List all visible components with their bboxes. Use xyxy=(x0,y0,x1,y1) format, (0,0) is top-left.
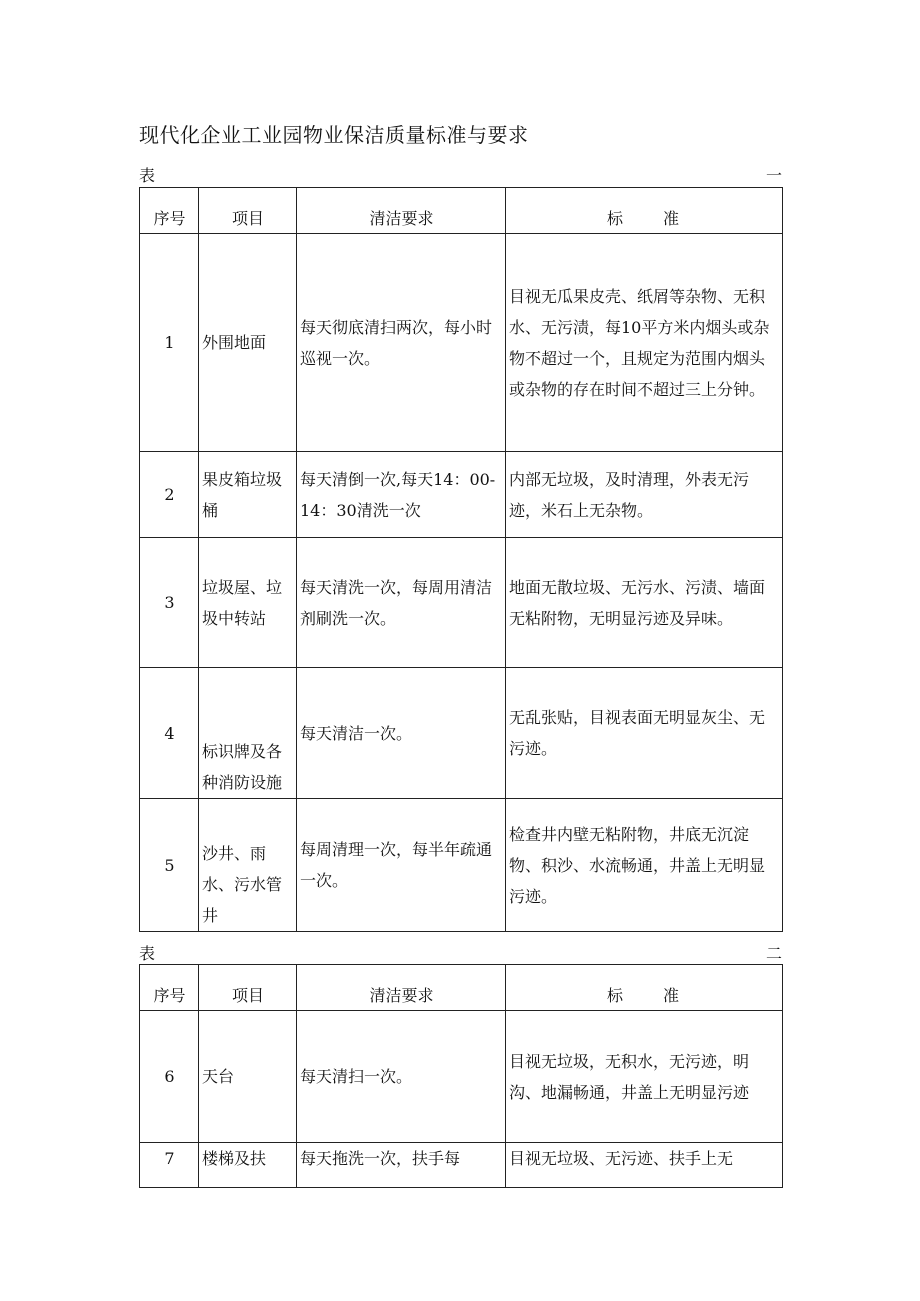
row-standard: 内部无垃圾，及时清理，外表无污迹，米石上无杂物。 xyxy=(506,452,783,538)
row-standard: 目视无垃圾、无污迹、扶手上无 xyxy=(506,1143,783,1188)
cleaning-standards-table-2 xyxy=(139,964,783,1188)
table-2-header-row xyxy=(140,965,783,1011)
table-2-label-left: 表 xyxy=(139,944,156,963)
row-item: 垃圾屋、垃圾中转站 xyxy=(199,538,297,668)
row-number: 1 xyxy=(140,234,199,452)
row-requirement: 每周清理一次，每半年疏通一次。 xyxy=(297,799,506,932)
row-standard: 检查井内壁无粘附物，井底无沉淀物、积沙、水流畅通，井盖上无明显污迹。 xyxy=(506,799,783,932)
table-row xyxy=(140,1143,783,1188)
row-number: 7 xyxy=(140,1143,199,1188)
header-number: 序号 xyxy=(140,188,199,234)
table-1-label-right: 一 xyxy=(765,166,782,185)
table-2-label-right: 二 xyxy=(765,944,782,963)
row-item: 沙井、雨水、污水管井 xyxy=(199,799,297,932)
row-standard: 地面无散垃圾、无污水、污渍、墙面无粘附物，无明显污迹及异味。 xyxy=(506,538,783,668)
row-number: 5 xyxy=(140,799,199,932)
header-standard: 标准 xyxy=(506,965,783,1011)
table-row xyxy=(140,1011,783,1143)
row-item: 标识牌及各种消防设施 xyxy=(199,668,297,799)
row-requirement: 每天清洁一次。 xyxy=(297,668,506,799)
cleaning-standards-table-1 xyxy=(139,187,783,932)
table-row xyxy=(140,799,783,932)
header-item: 项目 xyxy=(199,965,297,1011)
header-number: 序号 xyxy=(140,965,199,1011)
table-2-label xyxy=(139,941,782,963)
row-number: 3 xyxy=(140,538,199,668)
row-number: 6 xyxy=(140,1011,199,1143)
header-standard: 标准 xyxy=(506,188,783,234)
table-1-label-left: 表 xyxy=(139,166,156,185)
row-standard: 无乱张贴，目视表面无明显灰尘、无污迹。 xyxy=(506,668,783,799)
table-row xyxy=(140,538,783,668)
row-requirement: 每天清扫一次。 xyxy=(297,1011,506,1143)
table-row xyxy=(140,234,783,452)
document-title: 现代化企业工业园物业保洁质量标准与要求 xyxy=(139,123,529,147)
header-requirement: 清洁要求 xyxy=(297,188,506,234)
row-item: 楼梯及扶 xyxy=(199,1143,297,1188)
row-requirement: 每天彻底清扫两次，每小时巡视一次。 xyxy=(297,234,506,452)
row-requirement: 每天拖洗一次，扶手每 xyxy=(297,1143,506,1188)
row-requirement: 每天清洗一次，每周用清洁剂刷洗一次。 xyxy=(297,538,506,668)
row-number: 2 xyxy=(140,452,199,538)
table-row xyxy=(140,452,783,538)
row-item: 果皮箱垃圾桶 xyxy=(199,452,297,538)
header-item: 项目 xyxy=(199,188,297,234)
row-standard: 目视无瓜果皮壳、纸屑等杂物、无积水、无污渍，每10平方米内烟头或杂物不超过一个，且规定为范围内烟头或杂物的存在时间不超过三上分钟。 xyxy=(506,234,783,452)
header-requirement: 清洁要求 xyxy=(297,965,506,1011)
table-row xyxy=(140,668,783,799)
row-item: 外围地面 xyxy=(199,234,297,452)
row-requirement: 每天清倒一次,每天14：00-14：30清洗一次 xyxy=(297,452,506,538)
table-1-header-row xyxy=(140,188,783,234)
row-item: 天台 xyxy=(199,1011,297,1143)
row-standard: 目视无垃圾，无积水，无污迹，明沟、地漏畅通，井盖上无明显污迹 xyxy=(506,1011,783,1143)
table-1-label xyxy=(139,163,782,185)
row-number: 4 xyxy=(140,668,199,799)
